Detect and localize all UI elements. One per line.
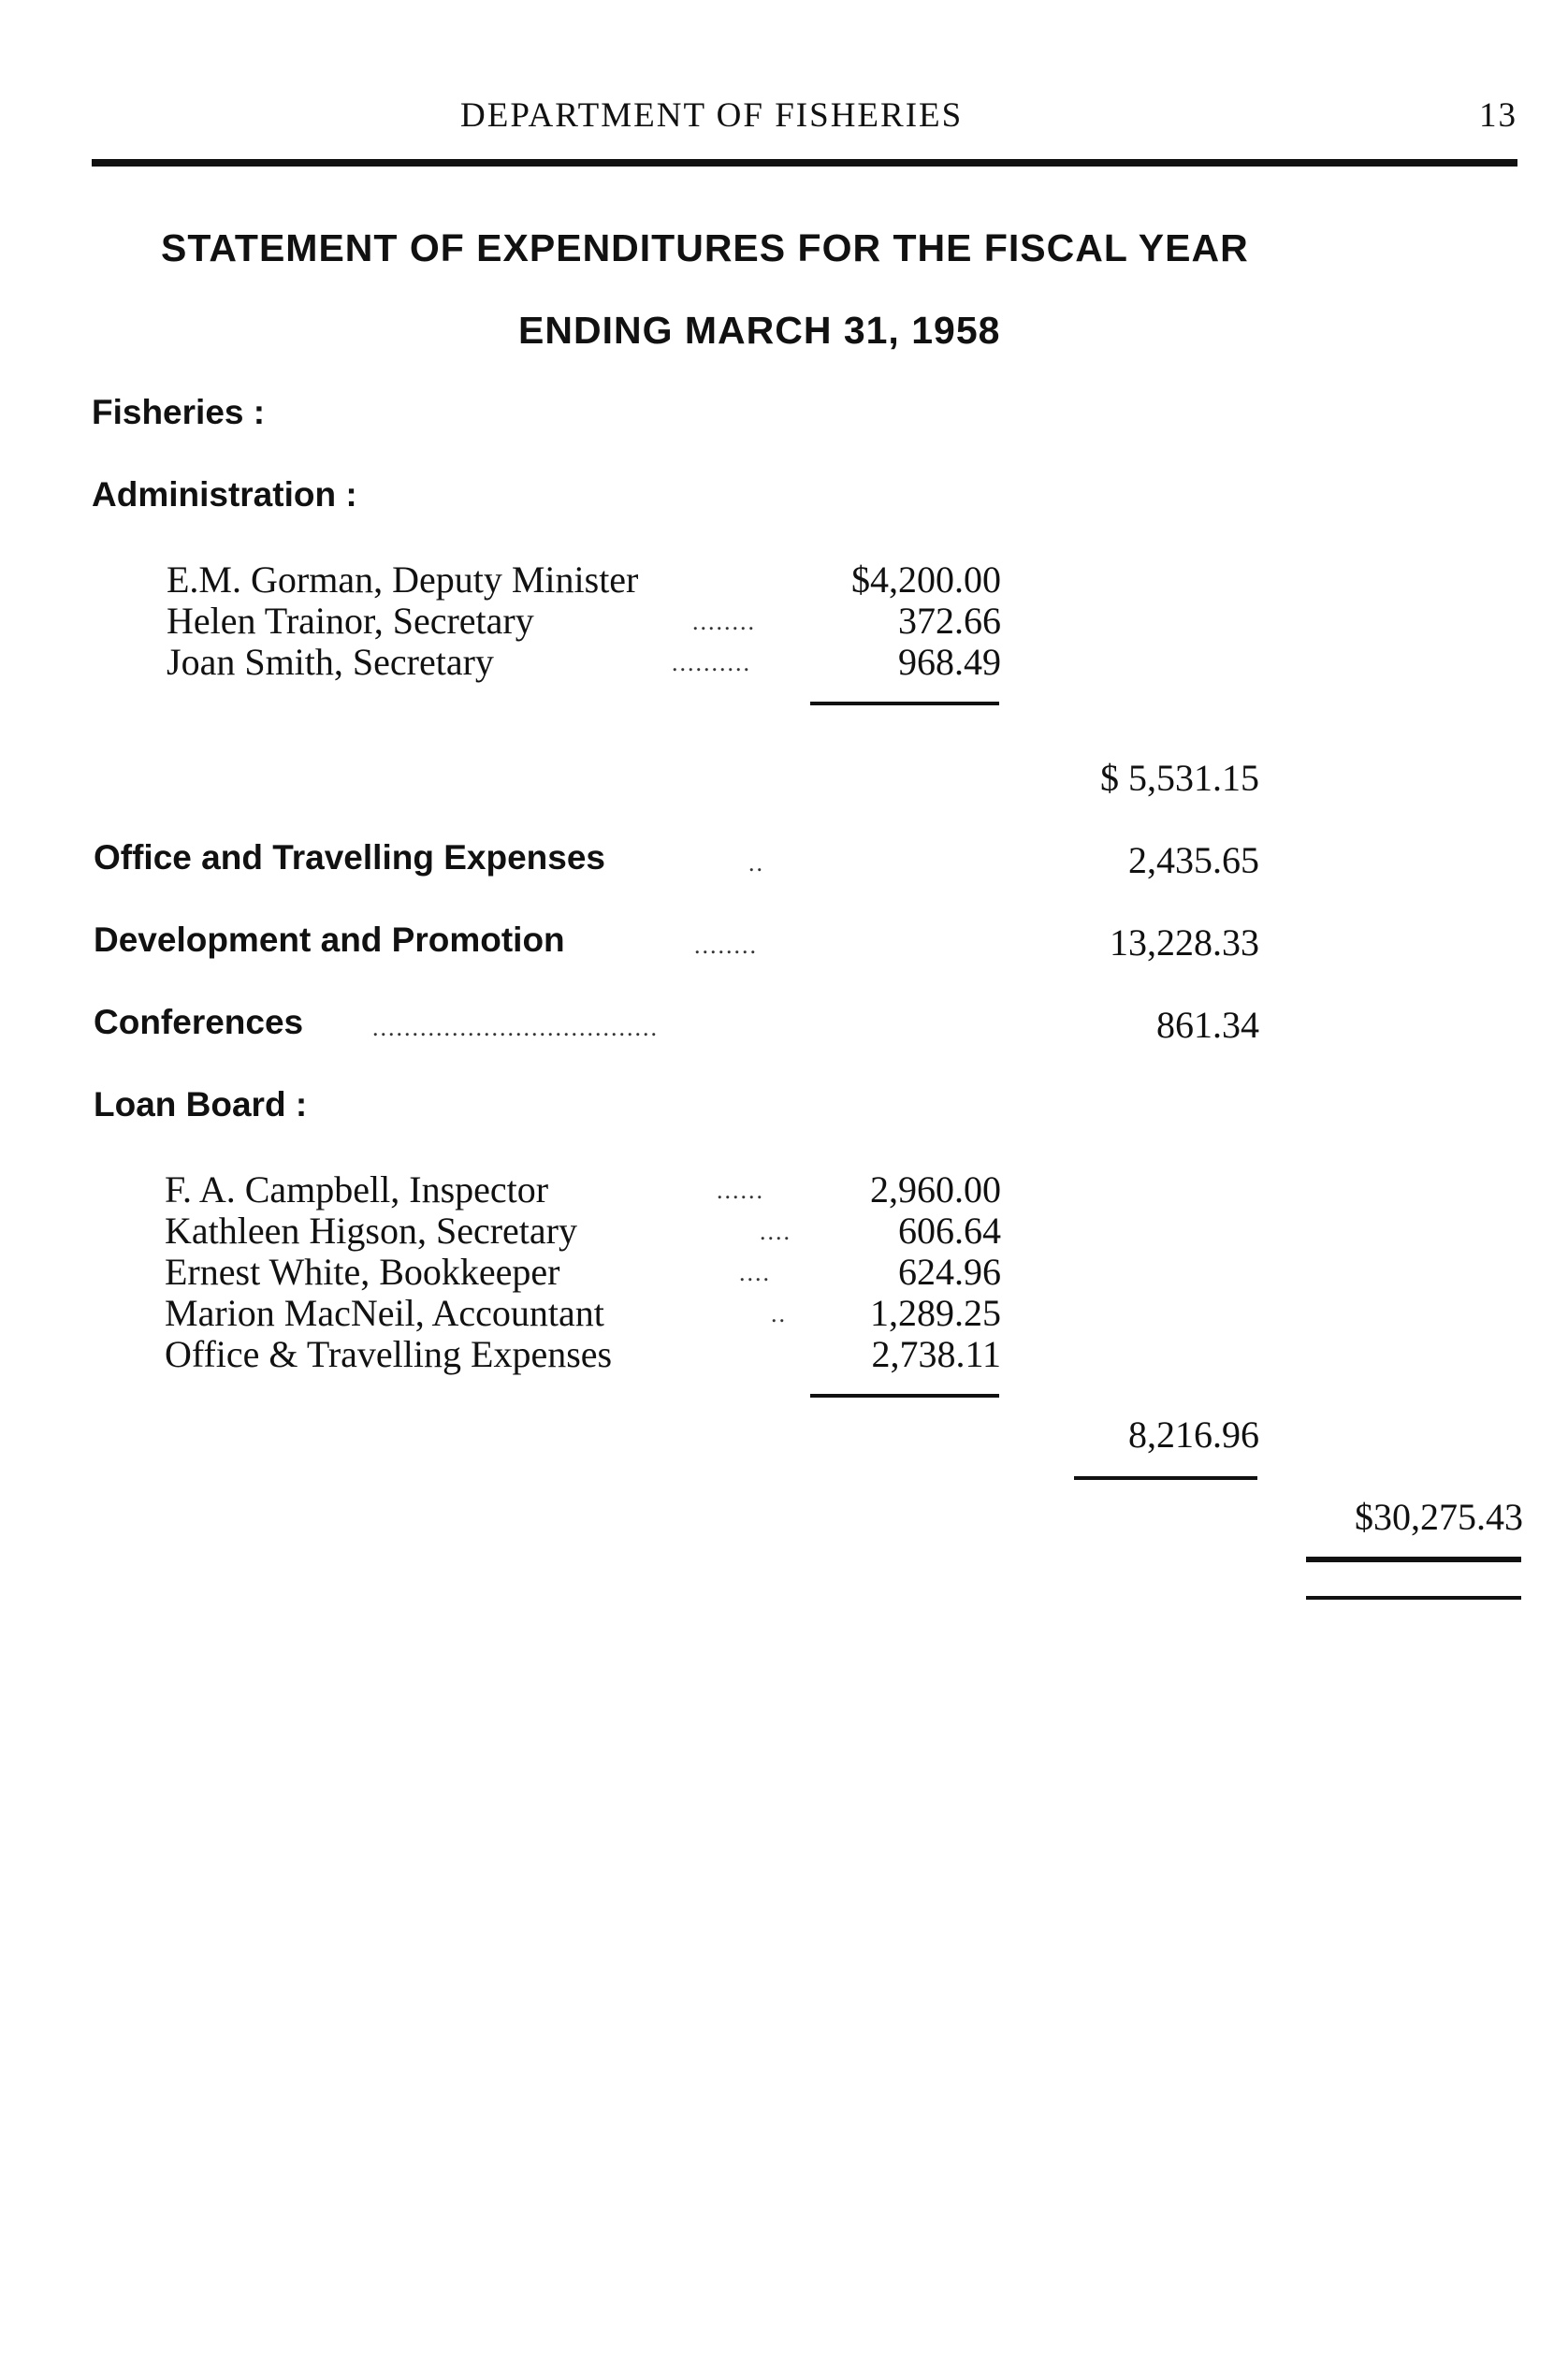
loan-entry-amount: 2,960.00 xyxy=(870,1168,1001,1211)
leader-dots: .......... xyxy=(672,649,751,676)
development-promotion-label: Development and Promotion xyxy=(94,921,565,959)
office-travelling-label: Office and Travelling Expenses xyxy=(94,838,605,877)
office-travelling-amount: 2,435.65 xyxy=(1128,839,1259,881)
loan-entry-amount: 606.64 xyxy=(898,1210,1001,1252)
grand-total-rule-2 xyxy=(1306,1596,1521,1600)
page-number: 13 xyxy=(1479,96,1517,135)
statement-title-line1: STATEMENT OF EXPENDITURES FOR THE FISCAL YEAR xyxy=(161,226,1249,269)
loan-subtotal: 8,216.96 xyxy=(1128,1414,1259,1456)
loan-entry-name: Office & Travelling Expenses xyxy=(165,1333,613,1375)
admin-entry-name: Helen Trainor, Secretary xyxy=(167,600,534,642)
header-rule xyxy=(92,159,1517,167)
leader-dots: .. xyxy=(771,1300,787,1327)
loan-entry-name: F. A. Campbell, Inspector xyxy=(165,1168,549,1211)
leader-dots: ........ xyxy=(694,932,758,959)
leader-dots: .. xyxy=(748,849,764,877)
loan-entry-amount: 624.96 xyxy=(898,1251,1001,1293)
leader-dots: .................................... xyxy=(372,1014,659,1041)
development-promotion-amount: 13,228.33 xyxy=(1110,921,1259,964)
admin-subtotal-rule xyxy=(810,702,999,705)
fisheries-label: Fisheries : xyxy=(92,393,266,431)
grand-total-rule-1 xyxy=(1306,1557,1521,1562)
loan-entry-name: Kathleen Higson, Secretary xyxy=(165,1210,577,1252)
grand-total: $30,275.43 xyxy=(1355,1496,1523,1538)
leader-dots: ........ xyxy=(692,608,756,635)
leader-dots: ...... xyxy=(717,1177,764,1204)
running-header-title: DEPARTMENT OF FISHERIES xyxy=(460,96,964,135)
conferences-label: Conferences xyxy=(94,1003,304,1041)
statement-title-line2: ENDING MARCH 31, 1958 xyxy=(518,309,1001,352)
administration-label: Administration : xyxy=(92,475,357,514)
admin-subtotal: $ 5,531.15 xyxy=(1100,757,1259,799)
admin-entry-amount: 372.66 xyxy=(898,600,1001,642)
loan-board-label: Loan Board : xyxy=(94,1085,308,1124)
total-rule xyxy=(1074,1476,1257,1480)
admin-entry-amount: $4,200.00 xyxy=(851,558,1001,601)
admin-entry-name: Joan Smith, Secretary xyxy=(167,641,494,683)
loan-entry-amount: 2,738.11 xyxy=(871,1333,1001,1375)
admin-entry-name: E.M. Gorman, Deputy Minister xyxy=(167,558,639,601)
admin-entry-amount: 968.49 xyxy=(898,641,1001,683)
loan-entry-amount: 1,289.25 xyxy=(870,1292,1001,1334)
leader-dots: .... xyxy=(760,1218,791,1245)
leader-dots: .... xyxy=(739,1259,771,1286)
loan-entry-name: Ernest White, Bookkeeper xyxy=(165,1251,560,1293)
conferences-amount: 861.34 xyxy=(1156,1004,1259,1046)
loan-entry-name: Marion MacNeil, Accountant xyxy=(165,1292,604,1334)
loan-subtotal-rule xyxy=(810,1394,999,1398)
